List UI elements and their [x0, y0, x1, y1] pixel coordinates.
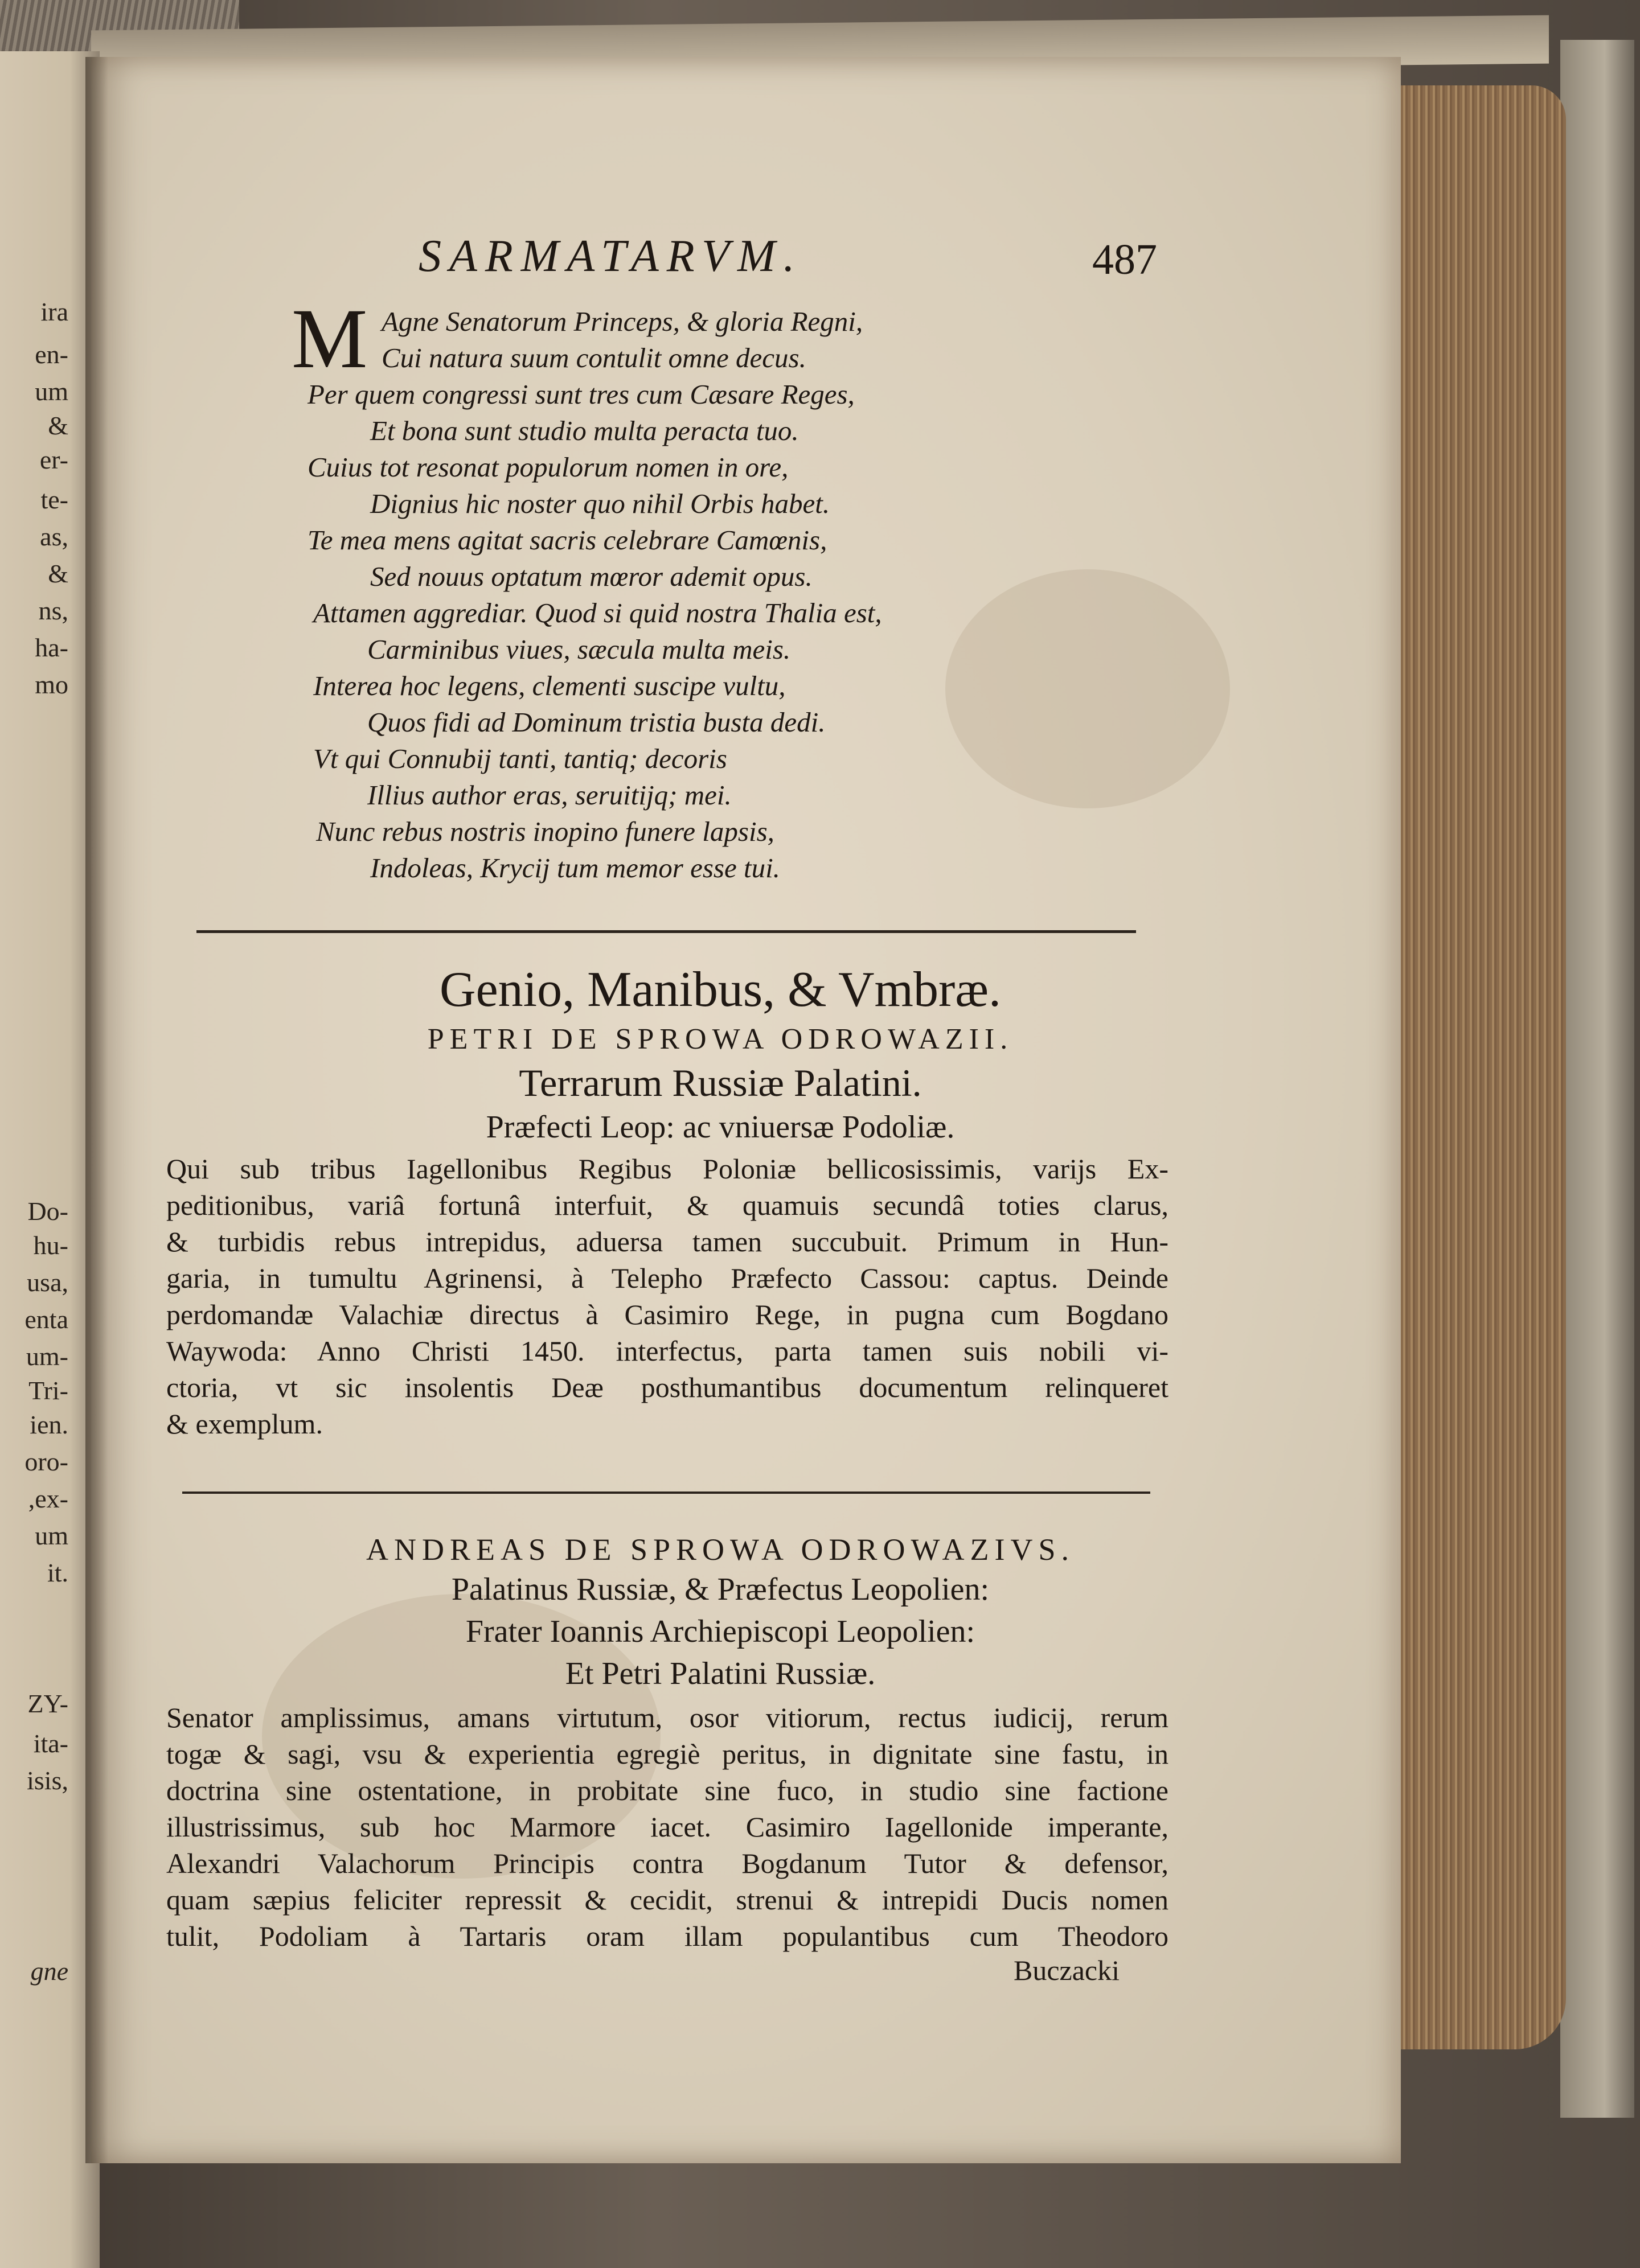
drop-cap: M: [292, 291, 368, 386]
section1-subtitle: Præfecti Leop: ac vniuersæ Podoliæ.: [486, 1110, 955, 1145]
verse-line: Interea hoc legens, clementi suscipe vultu,: [313, 670, 786, 701]
verse-line: Agne Senatorum Princeps, & gloria Regni,: [382, 306, 863, 337]
body-line: togæ & sagi, vsu & experientia egregiè peritus, in dignitate sine fastu, in: [166, 1738, 1168, 1770]
section1-office: Terrarum Russiæ Palatini.: [519, 1061, 922, 1104]
book-cover-edge: [1560, 40, 1634, 2118]
left-page-fragment: en-: [35, 340, 68, 369]
running-head: SARMATARVM.: [419, 231, 803, 281]
verse-line: Quos fidi ad Dominum tristia busta dedi.: [367, 706, 826, 738]
section2-line4: Et Petri Palatini Russiæ.: [565, 1656, 876, 1691]
section2-name: ANDREAS DE SPROWA ODROWAZIVS.: [366, 1532, 1075, 1567]
body-line: quam sæpius feliciter repressit & cecidit, strenui & intrepidi Ducis nomen: [166, 1884, 1168, 1916]
left-page-fragment: &: [48, 559, 68, 588]
verse-line: Nunc rebus nostris inopino funere lapsis,: [316, 816, 774, 847]
left-page-fragment: hu-: [33, 1231, 68, 1260]
page-fore-edge: [1378, 85, 1566, 2049]
section1-title: Genio, Manibus, & Vmbræ.: [440, 962, 1001, 1017]
body-line: ctoria, vt sic insolentis Deæ posthumantibus documentum relinqueret: [166, 1371, 1168, 1403]
left-page-fragment: it.: [47, 1558, 68, 1587]
left-page-fragment: um: [35, 1521, 68, 1550]
body-line: peditionibus, variâ fortunâ interfuit, & quamuis secundâ toties clarus,: [166, 1189, 1168, 1221]
left-page-fragment: ita-: [33, 1729, 68, 1758]
verse-line: Carminibus viues, sæcula multa meis.: [367, 634, 791, 665]
left-page-fragment: gne: [30, 1957, 68, 1986]
body-line: perdomandæ Valachiæ directus à Casimiro Rege, in pugna cum Bogdano: [166, 1299, 1168, 1330]
body-line: garia, in tumultu Agrinensi, à Telepho Præfecto Cassou: captus. Deinde: [166, 1262, 1168, 1294]
left-page-fragment: ien.: [30, 1410, 68, 1439]
verse-line: Vt qui Connubij tanti, tantiq; decoris: [313, 743, 727, 774]
verse-line: Cui natura suum contulit omne decus.: [382, 342, 806, 373]
body-line: Alexandri Valachorum Principis contra Bogdanum Tutor & defensor,: [166, 1847, 1168, 1879]
left-page-fragment: ,ex-: [28, 1484, 68, 1513]
left-page-fragment: ha-: [35, 633, 68, 662]
body-line: illustrissimus, sub hoc Marmore iacet. Casimiro Iagellonide imperante,: [166, 1811, 1168, 1843]
verse-line: Et bona sunt studio multa peracta tuo.: [370, 415, 799, 446]
body-line: doctrina sine ostentatione, in probitate sine fuco, in studio sine factione: [166, 1774, 1168, 1806]
left-page-fragment: um: [35, 377, 68, 406]
left-page-fragment: te-: [40, 485, 68, 514]
section-divider: [196, 930, 1136, 933]
verse-line: Indoleas, Krycij tum memor esse tui.: [370, 852, 780, 884]
verse-line: Sed nouus optatum mœror ademit opus.: [370, 561, 813, 592]
verse-line: Illius author eras, seruitijq; mei.: [367, 779, 732, 811]
body-line: Waywoda: Anno Christi 1450. interfectus, parta tamen suis nobili vi-: [166, 1335, 1168, 1367]
section1-name: PETRI DE SPROWA ODROWAZII.: [427, 1023, 1014, 1055]
body-line: Qui sub tribus Iagellonibus Regibus Poloniæ bellicosissimis, varijs Ex-: [166, 1153, 1168, 1185]
page-number: 487: [1092, 236, 1157, 284]
left-page-fragment: as,: [40, 522, 68, 551]
section-divider: [182, 1492, 1150, 1494]
body-line: Senator amplissimus, amans virtutum, osor vitiorum, rectus iudicij, rerum: [166, 1702, 1168, 1733]
left-page-fragment: Do-: [27, 1197, 68, 1226]
section2-line3: Frater Ioannis Archiepiscopi Leopolien:: [465, 1614, 975, 1649]
verse-line: Cuius tot resonat populorum nomen in ore,: [308, 451, 789, 483]
left-page-fragment: &: [48, 411, 68, 440]
left-page-fragment: um-: [26, 1342, 68, 1371]
verse-line: Attamen aggrediar. Quod si quid nostra Thalia est,: [313, 597, 882, 628]
body-line: & exemplum.: [166, 1408, 323, 1440]
left-page-fragment: usa,: [27, 1268, 68, 1297]
page-stain: [945, 569, 1230, 808]
verse-line: Dignius hic noster quo nihil Orbis habet.: [370, 488, 830, 519]
left-page-fragment: oro-: [24, 1447, 68, 1476]
left-page-fragment: enta: [24, 1305, 68, 1334]
gutter-shadow: [85, 57, 108, 2163]
left-page-fragment: er-: [39, 445, 68, 474]
left-page-fragment: ira: [40, 297, 68, 326]
body-line: & turbidis rebus intrepidus, aduersa tamen succubuit. Primum in Hun-: [166, 1226, 1168, 1258]
left-page-fragment: mo: [35, 670, 68, 699]
section2-line2: Palatinus Russiæ, & Præfectus Leopolien:: [451, 1572, 990, 1607]
left-page-fragment: ZY-: [27, 1689, 68, 1718]
catchword: Buczacki: [1014, 1954, 1120, 1986]
body-line: tulit, Podoliam à Tartaris oram illam populantibus cum Theodoro: [166, 1920, 1168, 1952]
verse-line: Te mea mens agitat sacris celebrare Camœnis,: [308, 524, 827, 556]
left-page-fragment: Tri-: [28, 1376, 68, 1405]
left-page-fragment: ns,: [38, 596, 68, 625]
left-page-fragment: isis,: [27, 1766, 68, 1795]
verse-line: Per quem congressi sunt tres cum Cæsare Reges,: [308, 379, 855, 410]
